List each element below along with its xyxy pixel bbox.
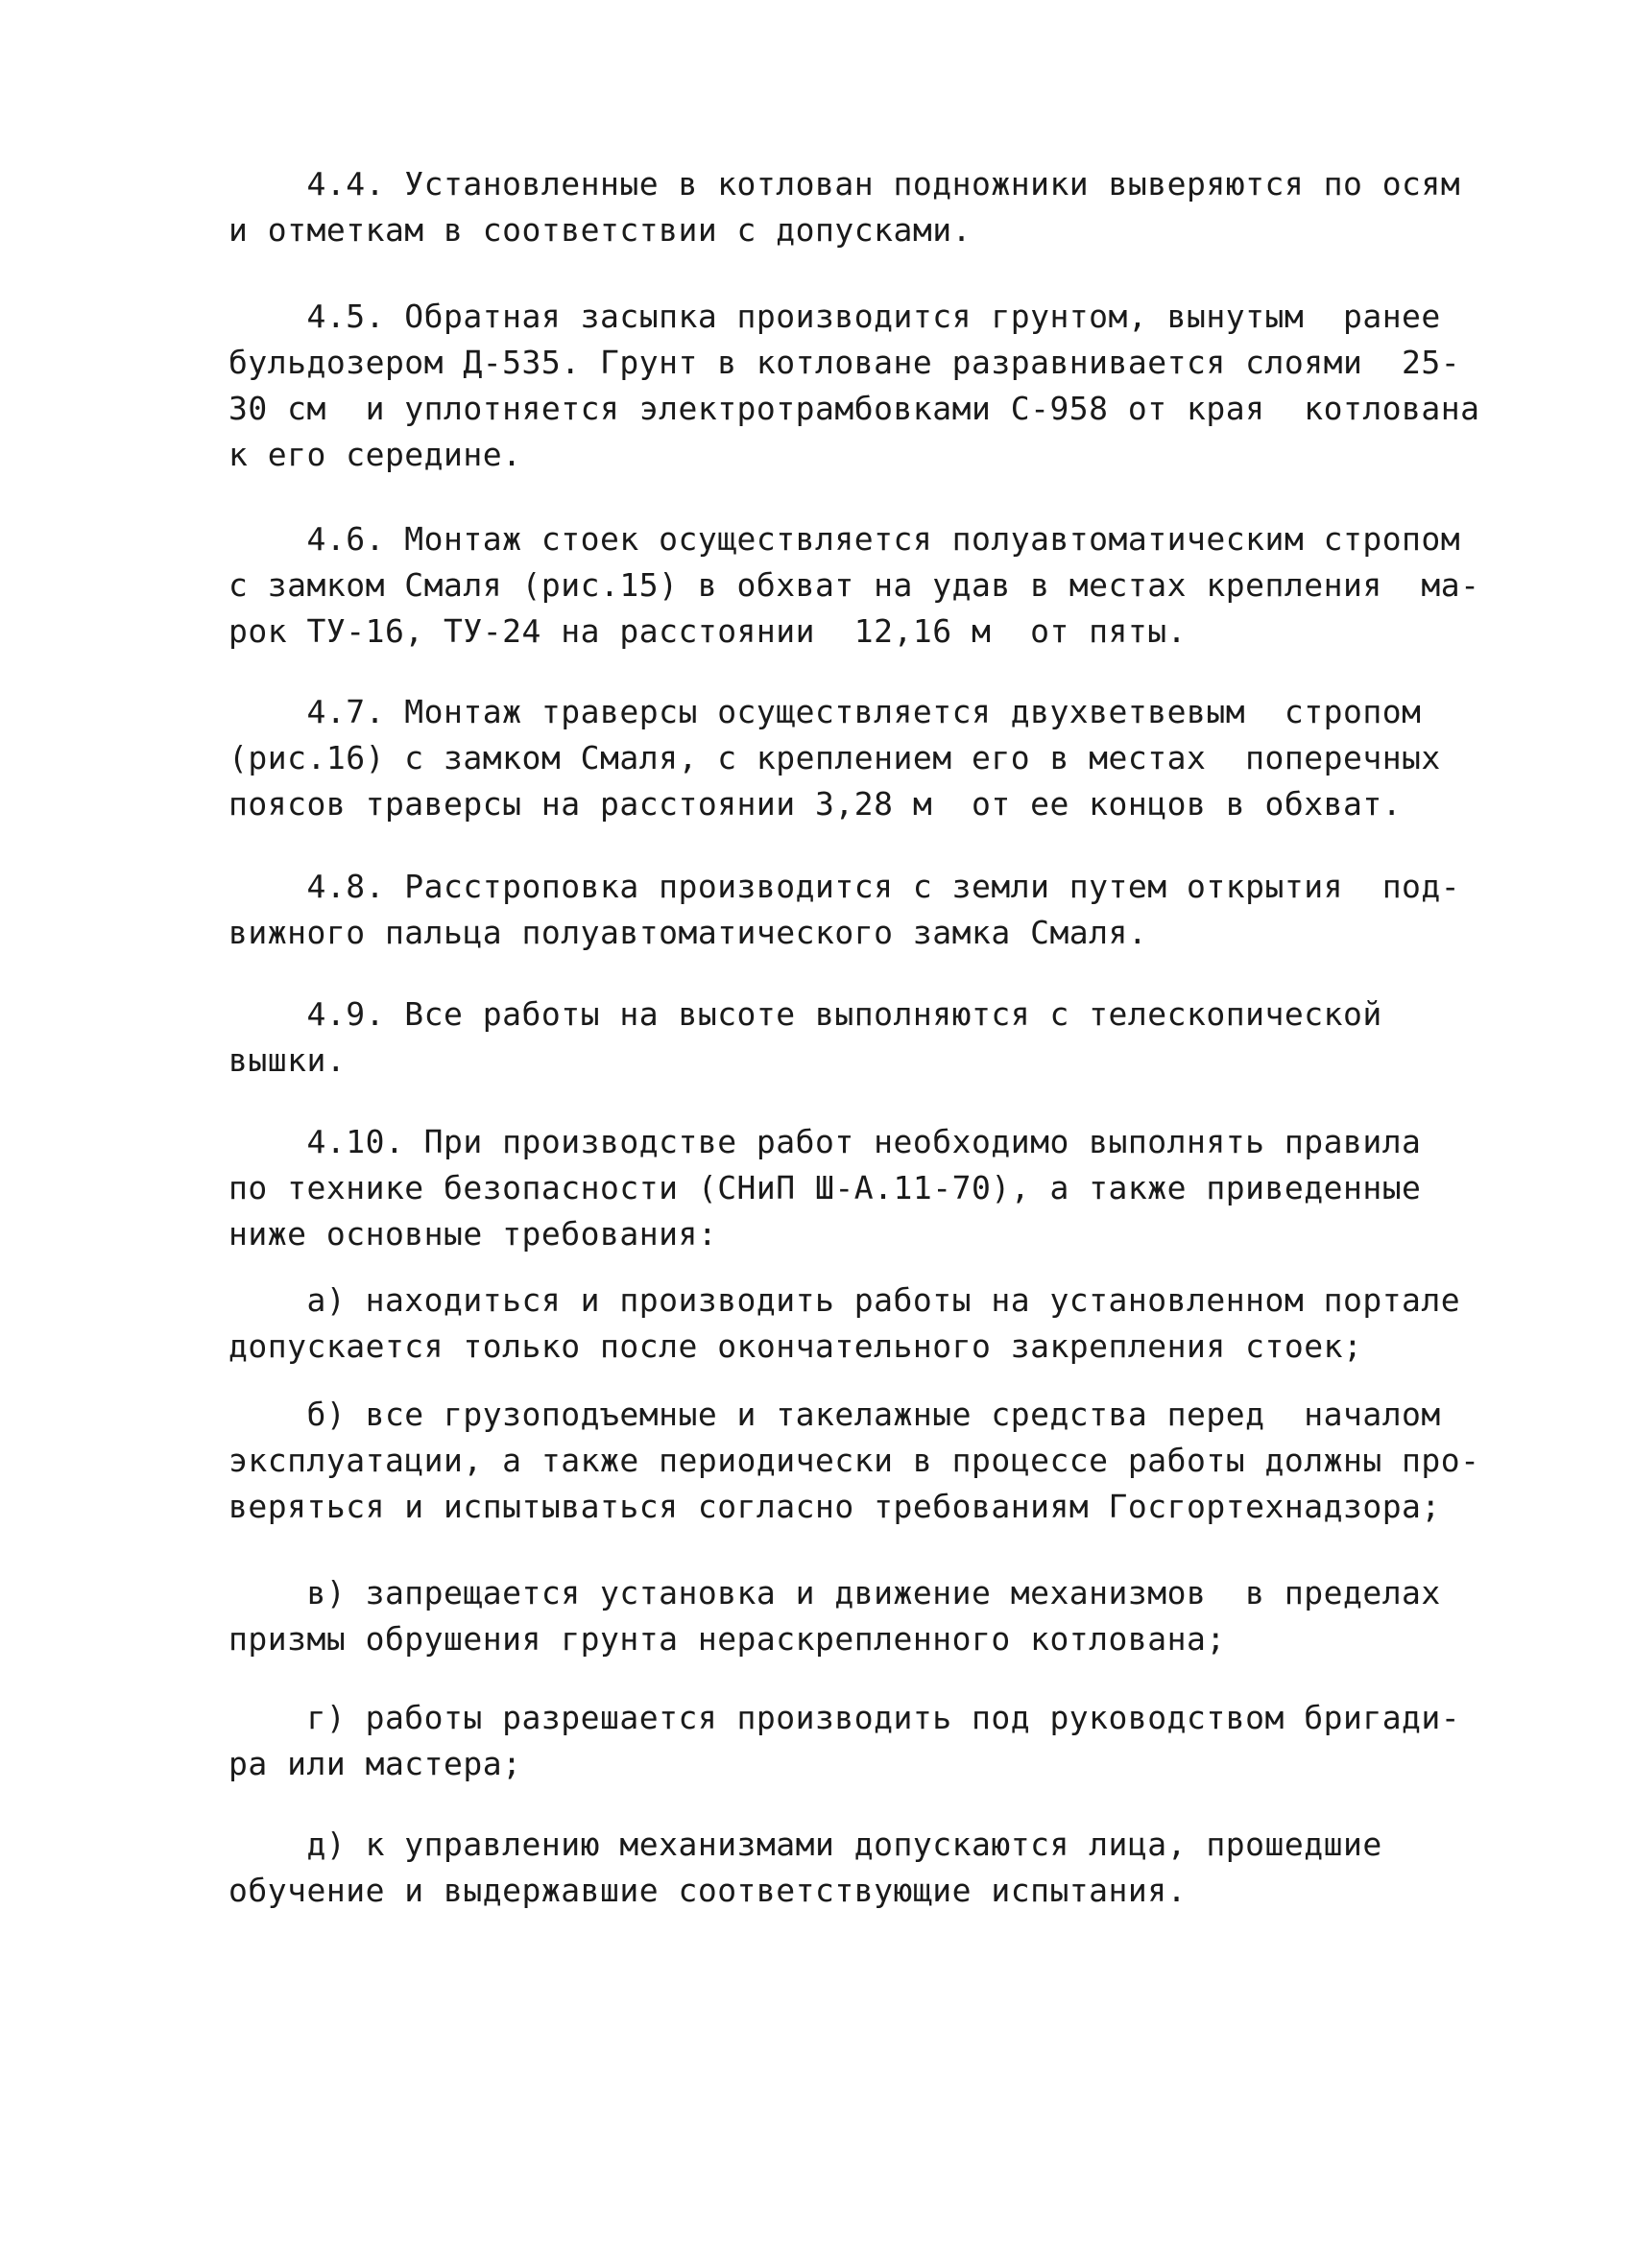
paragraph-4-8: 4.8. Расстроповка производится с земли путем открытия под- вижного пальца полуавтоматического замка Смаля.: [228, 868, 1461, 951]
paragraph-item-a: а) находиться и производить работы на установленном портале допускается только после окончательного закрепления стоек;: [228, 1281, 1461, 1365]
paragraph-item-g: г) работы разрешается производить под руководством бригади- ра или мастера;: [228, 1699, 1461, 1782]
paragraph-4-6: 4.6. Монтаж стоек осуществляется полуавтоматическим стропом с замком Смаля (рис.15) в обхват на удав в местах крепления ма- рок ТУ-16, ТУ-24 на расстоянии 12,16 м от пяты.: [228, 520, 1480, 650]
paragraph-4-5: 4.5. Обратная засыпка производится грунтом, вынутым ранее бульдозером Д-535. Грунт в котловане разравнивается слоями 25- 30 см и уплотняется электротрамбовками С-958 от края котлована к его середине.: [228, 298, 1480, 473]
paragraph-4-10: 4.10. При производстве работ необходимо выполнять правила по технике безопасности (СНиП Ш-А.11-70), а также приведенные ниже основные требования:: [228, 1123, 1422, 1253]
paragraph-4-7: 4.7. Монтаж траверсы осуществляется двухветвевым стропом (рис.16) с замком Смаля, с креплением его в местах поперечных поясов траверсы на расстоянии 3,28 м от ее концов в обхват.: [228, 693, 1441, 823]
paragraph-item-b: б) все грузоподъемные и такелажные средства перед началом эксплуатации, а также периодически в процессе работы должны про- веряться и испытываться согласно требованиям Госгортехнадзора;: [228, 1396, 1480, 1525]
paragraph-item-d: д) к управлению механизмами допускаются лица, прошедшие обучение и выдержавшие соответствующие испытания.: [228, 1826, 1382, 1909]
paragraph-4-9: 4.9. Все работы на высоте выполняются с телескопической вышки.: [228, 995, 1382, 1079]
paragraph-item-v: в) запрещается установка и движение механизмов в пределах призмы обрушения грунта нераскрепленного котлована;: [228, 1574, 1441, 1658]
paragraph-4-4: 4.4. Установленные в котлован подножники выверяются по осям и отметкам в соответствии с допусками.: [228, 165, 1461, 249]
